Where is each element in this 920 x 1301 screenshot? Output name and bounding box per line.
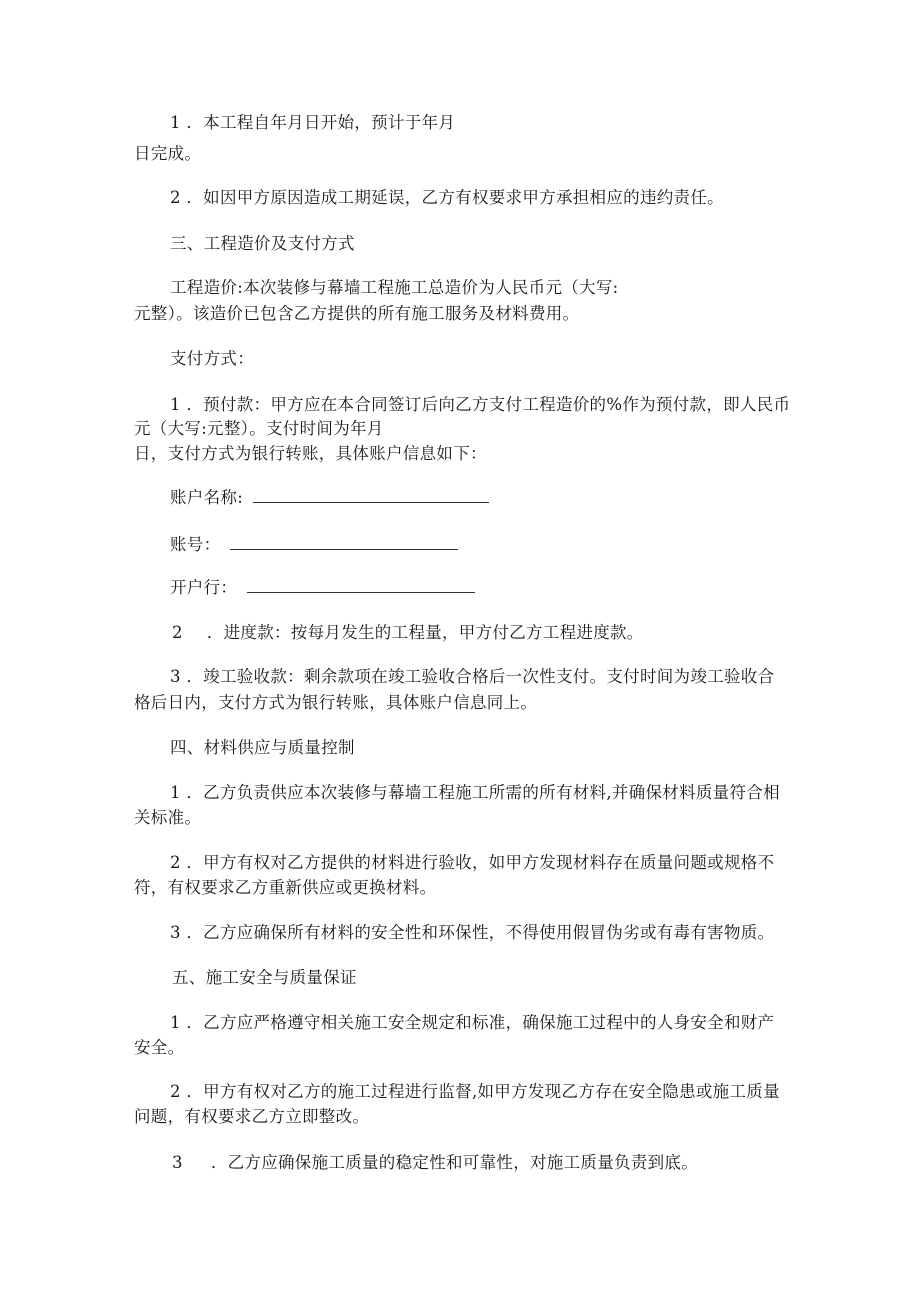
prepayment-line-1: 1 ．预付款：甲方应在本合同签订后向乙方支付工程造价的%作为预付款，即人民币 [170,395,791,414]
bank-label: 开户行： [170,578,238,597]
account-number-label: 账号： [170,535,221,554]
prepayment-line-3: 日，支付方式为银行转账，具体账户信息如下： [134,444,487,463]
safety-clause-2-line-1: 2 ．甲方有权对乙方的施工过程进行监督,如甲方发现乙方存在安全隐患或施工质量 [170,1082,780,1101]
progress-payment [172,622,644,644]
completion-payment-line-1: 3 ．竣工验收款：剩余款项在竣工验收合格后一次性支付。支付时间为竣工验收合 [170,667,775,686]
safety-clause-1-line-1: 1 ．乙方应严格遵守相关施工安全规定和标准，确保施工过程中的人身安全和财产 [170,1013,775,1032]
section-3-heading: 三、工程造价及支付方式 [170,234,355,253]
safety-clause-3-number: 3 [172,1153,183,1172]
account-name-row [170,487,489,509]
schedule-clause-1-line-1: 1 ．本工程自年月日开始，预计于年月 [170,113,456,132]
schedule-clause-1-line-2: 日完成。 [134,144,202,163]
safety-clause-3 [172,1152,698,1174]
price-line-2: 元整）。该造价已包含乙方提供的所有施工服务及材料费用。 [134,304,580,323]
account-name-label: 账户名称: [170,488,244,507]
safety-clause-3-text: ．乙方应确保施工质量的稳定性和可靠性，对施工质量负责到底。 [210,1153,699,1172]
account-number-row [170,534,458,556]
material-clause-2-line-2: 符，有权要求乙方重新供应或更换材料。 [134,878,437,897]
price-line-1: 工程造价:本次装修与幕墙工程施工总造价为人民币元（大写: [170,278,619,297]
bank-blank [247,578,475,593]
safety-clause-1-line-2: 安全。 [134,1038,185,1057]
material-clause-1-line-1: 1 ．乙方负责供应本次装修与幕墙工程施工所需的所有材料,并确保材料质量符合相 [170,783,780,802]
schedule-clause-2: 2 ．如因甲方原因造成工期延误，乙方有权要求甲方承担相应的违约责任。 [170,188,724,207]
prepayment-line-2: 元（大写:元整）。支付时间为年月 [134,419,384,438]
progress-payment-number: 2 [172,623,183,642]
material-clause-2-line-1: 2 ．甲方有权对乙方提供的材料进行验收，如甲方发现材料存在质量问题或规格不 [170,853,775,872]
completion-payment-line-2: 格后日内，支付方式为银行转账，具体账户信息同上。 [134,693,538,712]
material-clause-1-line-2: 关标准。 [134,808,202,827]
bank-row [170,577,475,599]
account-number-blank [230,535,458,550]
progress-payment-text: ．进度款：按每月发生的工程量，甲方付乙方工程进度款。 [206,623,644,642]
material-clause-3: 3 ．乙方应确保所有材料的安全性和环保性，不得使用假冒伪劣或有毒有害物质。 [170,923,775,942]
payment-method-heading: 支付方式： [170,349,254,368]
section-5-heading: 五、施工安全与质量保证 [172,968,357,987]
account-name-blank [253,488,489,503]
section-4-heading: 四、材料供应与质量控制 [170,738,355,757]
safety-clause-2-line-2: 问题，有权要求乙方立即整改。 [134,1107,370,1126]
